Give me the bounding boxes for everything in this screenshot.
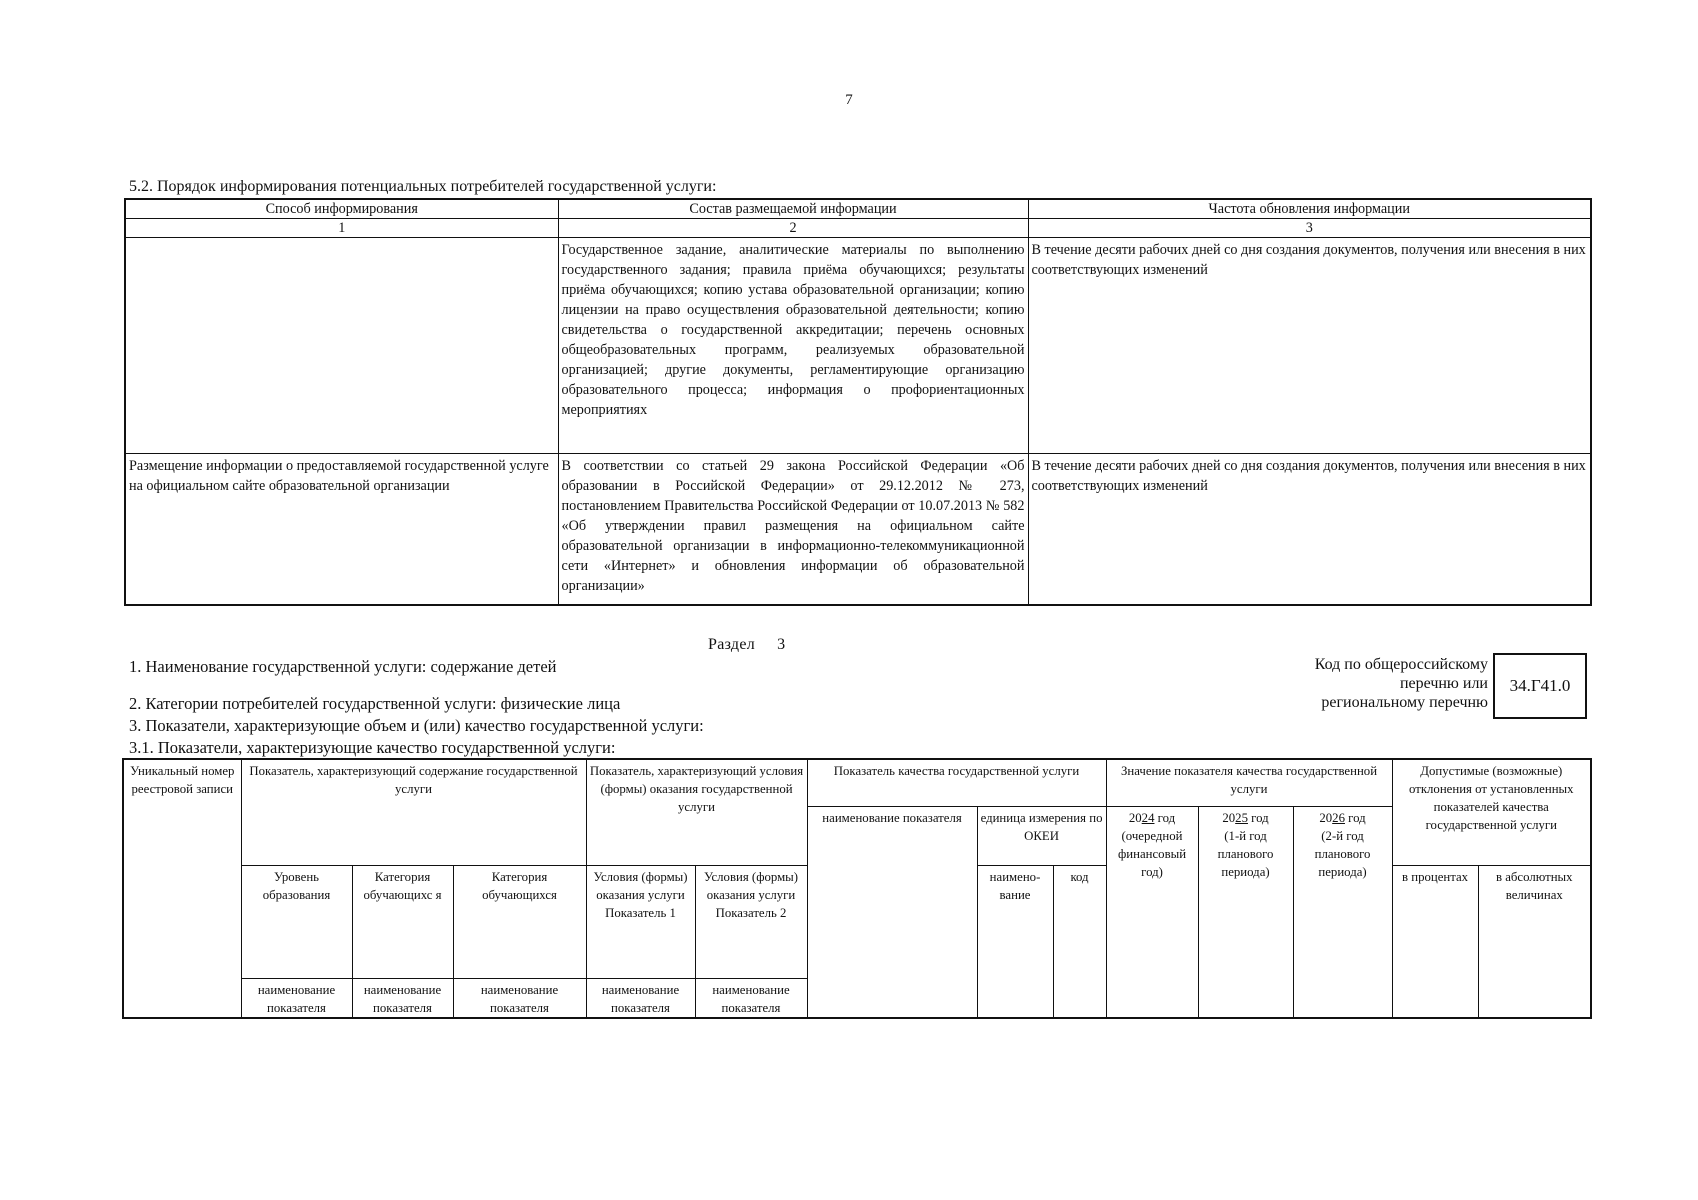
indicators-title: 3. Показатели, характеризующие объем и (или) качество государственной услуги:	[129, 716, 704, 735]
section-heading	[708, 636, 785, 654]
frequency-cell: В течение десяти рабочих дней со дня создания документов, получения или внесения в них соответствующих изменений	[1028, 454, 1591, 606]
content-cell: В соответствии со статьей 29 закона Российской Федерации «Об образовании в Российской Федерации» от 29.12.2012 № 273, постановлением Правительства Российской Федерации от 10.07.2013 № 582 «Об утверждении правил размещения на официальном сайте образовательной организации в информационно-телекоммуникационной сети «Интернет» и обновления информации об образовательной организации»	[558, 454, 1028, 606]
year-suffix: год	[1348, 811, 1366, 825]
column-number: 2	[558, 219, 1028, 238]
year-prefix: 20	[1128, 811, 1142, 825]
quality-indicators-table	[122, 758, 1592, 1019]
year-2-header	[1198, 807, 1293, 1019]
quality-value-header: Значение показателя качества государственной услуги	[1106, 759, 1392, 807]
indicator-name-header: наименование показателя	[807, 807, 977, 1019]
year-prefix: 20	[1222, 811, 1236, 825]
frequency-cell: В течение десяти рабочих дней со дня создания документов, получения или внесения в них соответствующих изменений	[1028, 238, 1591, 454]
registry-code-label	[1260, 655, 1488, 712]
section-label: Раздел	[708, 636, 756, 653]
method-cell: Размещение информации о предоставляемой государственной услуге на официальном сайте образовательной организации	[125, 454, 558, 606]
quality-indicators-title: 3.1. Показатели, характеризующие качество государственной услуги:	[129, 738, 616, 757]
year-value: 25	[1235, 811, 1248, 825]
unit-name-header: наимено-вание	[977, 866, 1053, 1019]
quality-indicator-header: Показатель качества государственной услуги	[807, 759, 1106, 807]
code-label-line: Код по общероссийскому	[1314, 656, 1488, 673]
service-name: 1. Наименование государственной услуги: содержание детей	[129, 657, 557, 676]
content-indicator-header: Показатель, характеризующий содержание государственной услуги	[241, 759, 586, 866]
column-number: 1	[125, 219, 558, 238]
percent-header: в процентах	[1392, 866, 1478, 1019]
unit-header: единица измерения по ОКЕИ	[977, 807, 1106, 866]
section-5-2-title: 5.2. Порядок информирования потенциальных потребителей государственной услуги:	[129, 178, 717, 195]
sub-column-header: Условия (формы) оказания услуги Показатель 1	[586, 866, 695, 979]
sub-footer: наименование показателя	[352, 979, 453, 1019]
year-value: 26	[1332, 811, 1345, 825]
consumer-category: 2. Категории потребителей государственной услуги: физические лица	[129, 694, 621, 713]
sub-column-header: Категория обучающихс я	[352, 866, 453, 979]
sub-footer: наименование показателя	[586, 979, 695, 1019]
year-suffix: год	[1251, 811, 1269, 825]
deviations-header: Допустимые (возможные) отклонения от установленных показателей качества государственной услуги	[1392, 759, 1591, 866]
year-note: (2-й год планового периода)	[1314, 829, 1371, 879]
section-number: 3	[777, 636, 786, 653]
column-number: 3	[1028, 219, 1591, 238]
header-frequency: Частота обновления информации	[1028, 199, 1591, 219]
table-row	[125, 454, 1591, 606]
registry-code-box	[1493, 653, 1587, 719]
year-3-header	[1293, 807, 1392, 1019]
sub-column-header: Категория обучающихся	[453, 866, 586, 979]
sub-footer: наименование показателя	[695, 979, 807, 1019]
year-prefix: 20	[1319, 811, 1333, 825]
year-suffix: год	[1157, 811, 1176, 825]
year-note: (очередной финансовый год)	[1117, 829, 1187, 879]
registry-code-value: 34.Г41.0	[1509, 676, 1571, 695]
unique-number-header: Уникальный номер реестровой записи	[123, 759, 241, 1018]
method-cell	[125, 238, 558, 454]
page-number: 7	[845, 92, 853, 108]
sub-footer: наименование показателя	[453, 979, 586, 1019]
content-cell: Государственное задание, аналитические материалы по выполнению государственного задания; правила приёма обучающихся; результаты приёма обучающихся; копию устава образовательной организации; копию лицензии на право осуществления образовательной деятельности; копию свидетельства о государственной аккредитации; перечень основных общеобразовательных программ, реализуемых образовательной организацией; другие документы, регламентирующие организацию образовательного процесса; информация о профориентационных мероприятиях	[558, 238, 1028, 454]
year-value: 24	[1141, 811, 1155, 825]
year-note: (1-й год планового периода)	[1217, 829, 1274, 879]
header-content: Состав размещаемой информации	[558, 199, 1028, 219]
year-1-header	[1106, 807, 1198, 1019]
sub-column-header: Условия (формы) оказания услуги Показатель 2	[695, 866, 807, 979]
sub-footer: наименование показателя	[241, 979, 352, 1019]
table-row	[125, 238, 1591, 454]
informing-table	[124, 198, 1592, 606]
code-label-line: региональному перечню	[1321, 694, 1488, 711]
sub-column-header: Уровень образования	[241, 866, 352, 979]
header-method: Способ информирования	[125, 199, 558, 219]
absolute-header: в абсолютных величинах	[1478, 866, 1591, 1019]
unit-code-header: код	[1053, 866, 1106, 1019]
condition-indicator-header: Показатель, характеризующий условия (формы) оказания государственной услуги	[586, 759, 807, 866]
code-label-line: перечню или	[1399, 675, 1488, 692]
